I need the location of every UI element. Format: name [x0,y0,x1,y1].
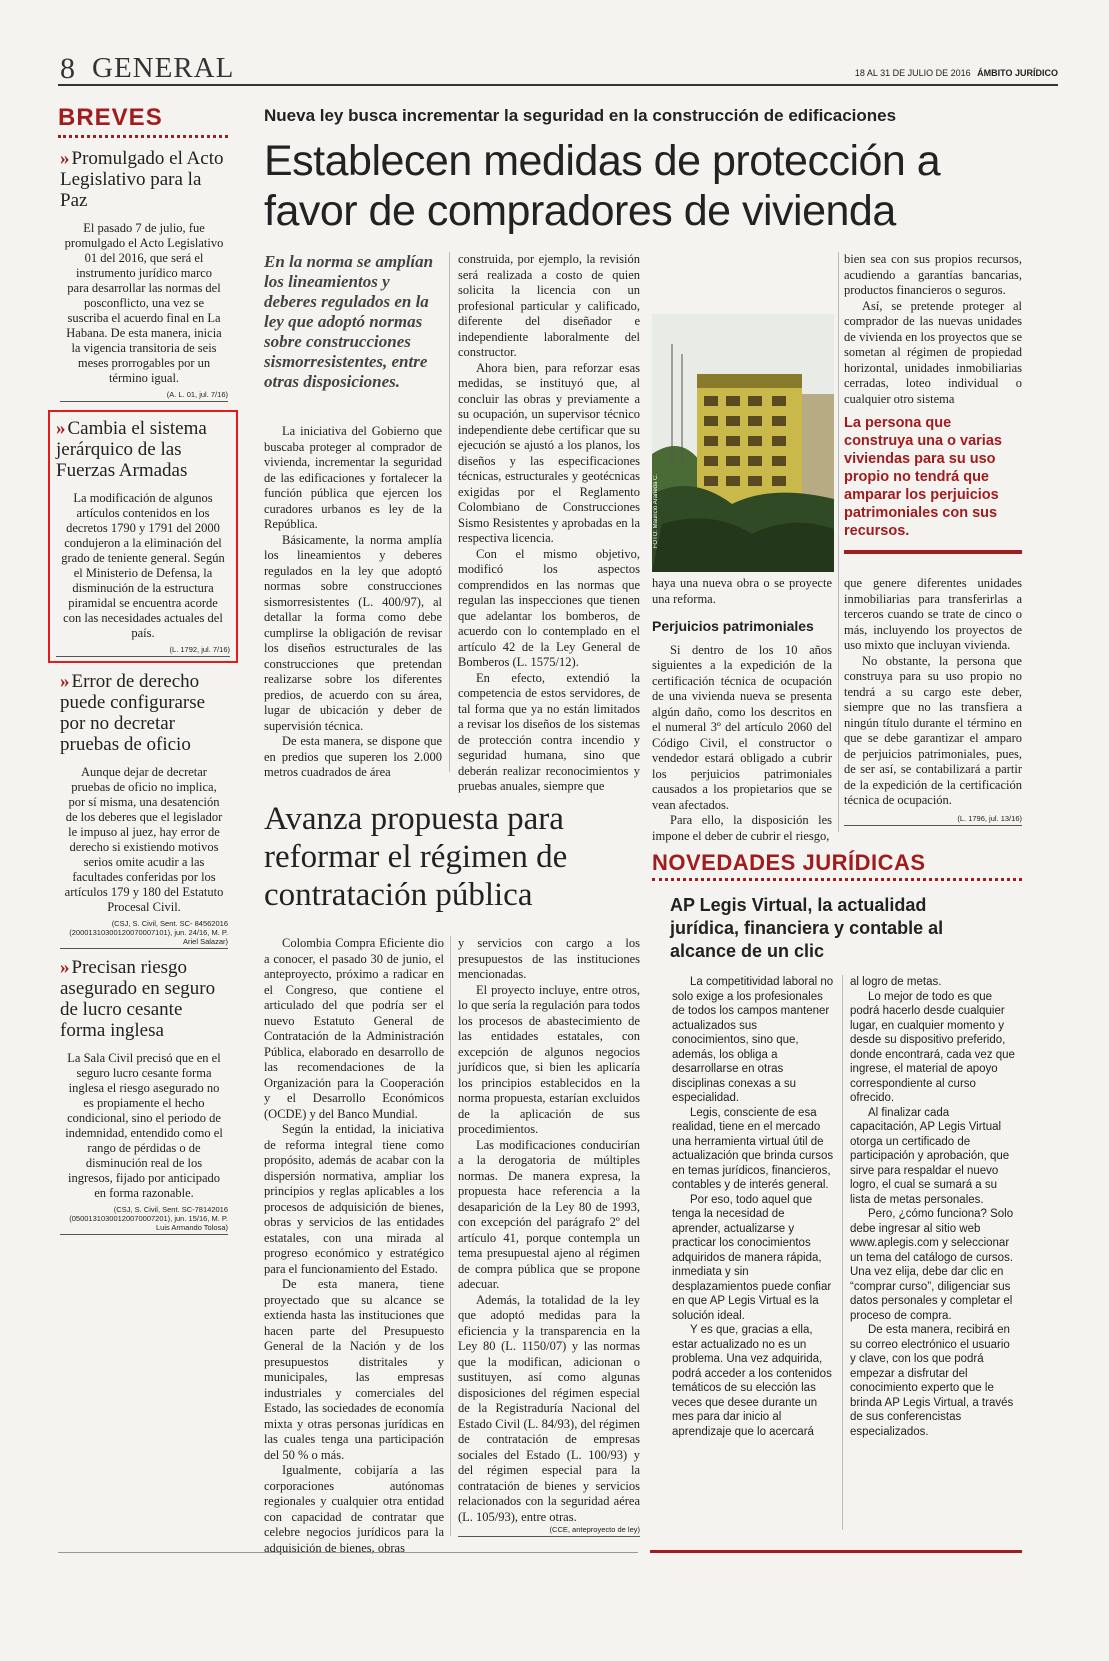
brief-title: Cambia el sistema jerárquico de las Fuerzas Armadas [56,418,207,481]
brief-reference: (A. L. 01, jul. 7/16) [60,390,228,402]
brief-body: Aunque dejar de decretar pruebas de oficio no implica, por sí misma, una desatención de los deberes que el legislador le impuso al juez, hay error de derecho si existiendo motivos serios omite acudir a las facultades conferidas por los artículos 179 y 180 del Estatuto Procesal Civil. [64,765,224,914]
paragraph: Con el mismo objetivo, modificó los aspectos comprendidos en las normas que regulan las inspecciones que tienen que adelantar los bomberos, de acuerdo con lo contemplado en el artículo 42 de la Ley General de Bomberos (L. 1575/12). [458,546,640,669]
article-kicker: Nueva ley busca incrementar la seguridad en la construcción de edificaciones [264,106,897,125]
paragraph: Colombia Compra Eficiente dio a conocer, el pasado 30 de junio, el anteproyecto, próximo a radicar en el Congreso, que contiene el articulado del que podría ser el nuevo Estatuto General de Contratación de la Administración Pública, elaborado en desarrollo de las recomendaciones de la Organización para la Cooperación y el Desarrollo Económicos (OCDE) y del Banco Mundial. [264,936,444,1121]
paragraph: Lo mejor de todo es que podrá hacerlo desde cualquier lugar, en cualquier momento y desde su dispositivo preferido, donde encontrará, cada vez que ingrese, el material de apoyo correspondiente al curso ofrecido. [850,990,1015,1104]
page-header [58,48,1058,86]
brief-item [60,957,228,1235]
article-column-2 [458,252,640,795]
paragraph: Además, la totalidad de la ley que adoptó medidas para la eficiencia y la transparencia en la Ley 80 (L. 1150/07) y las normas que la modifican, adicionan o sustituyen, así como algunas disposiciones del régimen especial de la Registraduría Nacional del Estado Civil (L. 84/93), del régimen de contratación de empresas sociales del Estado (L. 100/93) y del régimen especial para la contratación de bienes y servicios relacionados con la seguridad aérea (L. 105/93), entre otras. [458,1292,640,1524]
paragraph: Para ello, la disposición les impone el deber de cubrir el riesgo, [652,813,832,843]
paragraph: Así, se pretende proteger al comprador de las nuevas unidades de vivienda en los proyectos que se sometan al régimen de propiedad horizontal, unidades inmobiliarias cerradas, loteo individual o cualquier otro sistema [844,298,1022,406]
article-column-1 [264,424,442,781]
chevron-icon: » [60,671,70,692]
column-divider [842,975,843,1530]
column-divider [838,252,839,832]
brief-body: La Sala Civil precisó que en el seguro lucro cesante forma inglesa el riesgo asegurado no es propiamente el hecho condicional, sino el periodo de indemnidad, entendido como el rango de pérdidas o de disminución real de los ingresos, fijado por anticipado en forma razonable. [65,1051,223,1200]
novedades-bottom-rule [650,1550,1022,1553]
brief-title: Promulgado el Acto Legislativo para la Paz [60,148,224,211]
chevron-icon: » [60,957,70,978]
paragraph: Igualmente, cobijaría a las corporaciones autónomas regionales y cualquier otra entidad con capacidad de contratar que celebre negocios jurídicos para la adquisición de bienes, obras [264,1463,444,1555]
paragraph: Básicamente, la norma amplía los lineamientos y deberes regulados en la ley que adoptó normas sobre construcciones sismorresistentes (L. 400/97), al detallar la forma como debe cumplirse la obligación de revisar los diseños estructurales de las construcciones que pretendan realizarse sobre los diferentes predios, de acuerdo con su área, lugar de ubicación y deber de supervisión técnica. [264,532,442,733]
page-number: 8 [60,52,75,85]
second-column-1 [264,936,444,1556]
novedades-title: NOVEDADES JURÍDICAS [652,850,926,875]
brief-item-highlighted [48,410,238,663]
article-reference: (L. 1796, jul. 13/16) [844,814,1022,826]
paragraph: La competitividad laboral no solo exige a los profesionales de todos los campos mantener actualizados sus conocimientos, sino que, además, los obliga a desarrollarse en otras disciplinas conexas a su especialidad. [672,976,834,1104]
paragraph: Ahora bien, para reforzar esas medidas, se instituyó que, al concluir las obras y previamente a su ocupación, un supervisor técnico independiente debe certificar que su ejecución se ajustó a los planos, los diseños y las especificaciones técnicas, estructurales y geotécnicas exigidas por el Reglamento Colombiano de Construcciones Sismo Resistentes y aprobadas en la respectiva licencia. [458,360,640,545]
article-lede: En la norma se amplían los lineamientos y deberes regulados en la ley que adoptó normas sobre construcciones sismorresistentes, entre otras disposiciones. [264,252,434,391]
paragraph: al logro de metas. [850,976,942,988]
article-column-4 [844,252,1022,407]
paragraph: De esta manera, recibirá en su correo electrónico el usuario y clave, con los que podrá empezar a disfrutar del conocimiento experto que le brinda AP Legis Virtual, a través de sus conferencistas especializados. [850,1324,1014,1438]
brief-item [60,671,228,949]
breves-sidebar [58,104,228,1243]
paragraph: No obstante, la persona que construya para su uso propio no tendrá a su cargo este deber, siempre que no las transfiera a ningún título durante el término en que se debe garantizar el amparo de perjuicios patrimoniales, pues, de ser así, se contabilizará a partir de la expedición de la certificación técnica de ocupación. [844,653,1022,807]
paragraph: construida, por ejemplo, la revisión será realizada a costo de quien solicita la licencia con un profesional particular y calificado, diferente del diseñador e independiente laboralmente del constructor. [458,252,640,359]
brief-body: El pasado 7 de julio, fue promulgado el Acto Legislativo 01 del 2016, que será el instrumento jurídico marco para desarrollar las normas del posconflicto, una vez se suscriba el acuerdo final en La Habana. De esta manera, inicia la vigencia transitoria de seis meses prorrogables por un término igual. [64,221,224,385]
chevron-icon: » [56,418,66,439]
brief-reference: (CSJ, S. Civil, Sent. SC- 84562016 (20001310300120070007101), jun. 24/16, M. P. Ariel Salazar) [60,919,228,949]
paragraph: De esta manera, tiene proyectado que su alcance se extienda hasta las instituciones que hacen parte del Presupuesto General de la Nación y de los presupuestos distritales y municipales, las empresas industriales y comerciales del Estado, las sociedades de economía mixta y otras personas jurídicas en las cuales tenga una participación del 50 % o más. [264,1277,444,1462]
paragraph: Pero, ¿cómo funciona? Solo debe ingresar al sitio web www.aplegis.com y seleccionar un tema del catálogo de cursos. Una vez elija, debe dar clic en “comprar curso”, diligenciar sus datos personales y completar el proceso de compra. [850,1208,1014,1322]
second-reference: (CCE, anteproyecto de ley) [458,1525,640,1537]
paragraph: Y es que, gracias a ella, estar actualizado no es un problema. Una vez adquirida, podrá acceder a los contenidos temáticos de su elección las veces que desee durante un mes para dar inicio al aprendizaje que lo acercará [672,1324,832,1438]
brief-title: Error de derecho puede configurarse por no decretar pruebas de oficio [60,671,206,755]
breves-title: BREVES [58,104,163,131]
article-column-3 [652,576,832,844]
paragraph: De esta manera, se dispone que en predios que superen los 2.000 metros cuadrados de área [264,734,442,779]
dotted-divider [58,135,228,138]
building-illustration [652,314,834,572]
paragraph: Por eso, todo aquel que tenga la necesidad de aprender, actualizarse y practicar los conocimientos adquiridos de manera rápida, inmediata y sin desplazamientos puede confiar en que AP Legis Virtual es la solución ideal. [672,1193,832,1322]
dotted-divider [652,878,1022,881]
pull-quote: La persona que construya una o varias viviendas para su uso propio no tendrá que amparar los perjuicios patrimoniales con sus recursos. [844,414,1022,554]
paragraph: Las modificaciones conducirían a la derogatoria de múltiples normas. De manera expresa, la propuesta hace referencia a la desaparición de la Ley 80 de 1993, con excepción del parágrafo 2º del artículo 41, porque contempla un tema presupuestal ajeno al régimen de compra pública que se propone adecuar. [458,1137,640,1291]
column-divider [450,936,451,1536]
brief-title: Precisan riesgo asegurado en seguro de lucro cesante forma inglesa [60,957,216,1041]
second-headline: Avanza propuesta para reformar el régimen de contratación pública [264,801,568,913]
novedades-headline: AP Legis Virtual, la actualidad jurídica, financiera y contable al alcance de un clic [670,895,944,961]
paragraph: bien sea con sus propios recursos, acudiendo a garantías bancarias, productos financieros o seguros. [844,252,1022,297]
article-column-5 [844,576,1022,809]
second-column-2 [458,936,640,1525]
brief-reference: (L. 1792, jul. 7/16) [56,645,230,657]
publication-name: ÁMBITO JURÍDICO [977,68,1058,78]
paragraph: Legis, consciente de esa realidad, tiene en el mercado una herramienta virtual útil de actualización que brinda cursos en temas jurídicos, financieros, contables y de interés general. [672,1106,834,1191]
paragraph: Si dentro de los 10 años siguientes a la expedición de la certificación técnica de ocupación de una vivienda nueva se presenta algún daño, como los descritos en el numeral 3º del artículo 2060 del Código Civil, el constructor o vendedor estará obligado a cubrir los perjuicios patrimoniales causados a los propietarios que se vean afectados. [652,642,832,812]
issue-date: 18 AL 31 DE JULIO DE 2016 [854,68,971,78]
novedades-column-2 [850,975,1018,1439]
paragraph: Según la entidad, la iniciativa de reforma integral tiene como propósito, además de acabar con la dispersión normativa, ampliar los principios y reglas aplicables a los procesos de adquisición de bienes, obras y servicios de las entidades estatales, con una mirada al progreso económico y estratégico para el funcionamiento del Estado. [264,1122,444,1276]
paragraph: El proyecto incluye, entre otros, lo que sería la regulación para todos los procesos de abastecimiento de las entidades estatales, con excepción de algunos negocios jurídicos que, si bien les aplicaría los principios establecidos en la norma propuesta, estarían excluidos de la aplicación de sus procedimientos. [458,982,640,1136]
paragraph: La iniciativa del Gobierno que buscaba proteger al comprador de vivienda, incrementar la seguridad de las edificaciones y fortalecer la función pública que ejercen los curadores urbanos es ley de la República. [264,424,442,531]
paragraph: Al finalizar cada capacitación, AP Legis Virtual otorga un certificado de participación y aprobación, que sirve para respaldar el nuevo logro, el cual se sumará a su lista de metas personales. [850,1106,1010,1206]
section-title: GENERAL [92,52,235,84]
brief-item [60,148,228,402]
page-bottom-rule [58,1552,638,1553]
column-divider [449,252,450,772]
subheading: Perjuicios patrimoniales [652,618,814,634]
brief-reference: (CSJ, S. Civil, Sent. SC-78142016 (05001310300120070007201), jun. 15/16, M. P. Luis Armando Tolosa) [60,1205,228,1235]
chevron-icon: » [60,148,70,169]
paragraph: y servicios con cargo a los presupuestos de las instituciones mencionadas. [458,936,640,981]
paragraph: haya una nueva obra o se proyecte una reforma. [652,576,832,606]
article-headline: Establecen medidas de protección a favor de compradores de vivienda [264,137,941,235]
novedades-column-1 [672,975,834,1439]
brief-body: La modificación de algunos artículos contenidos en los decretos 1790 y 1791 del 2000 condujeron a la eliminación del grado de teniente general. Según el Ministerio de Defensa, la disminución de la estructura piramidal se encuentra acorde con las necesidades actuales del país. [61,491,225,640]
paragraph: que genere diferentes unidades inmobiliarias para transferirlas a terceros cuando se trate de cinco o más, incluyendo los proyectos de uso mixto que incluyan vivienda. [844,576,1022,652]
building-photo [652,314,834,572]
dateline [855,68,1058,78]
photo-credit: FOTO: Mauricio Araneda C. [653,474,659,549]
paragraph: En efecto, extendió la competencia de estos servidores, de tal forma que ya no están limitados a revisar los diseños de los sistemas de protección contra incendio y seguridad humana, sino que deberán realizar reconocimientos y pruebas anuales, siempre que [458,670,640,793]
